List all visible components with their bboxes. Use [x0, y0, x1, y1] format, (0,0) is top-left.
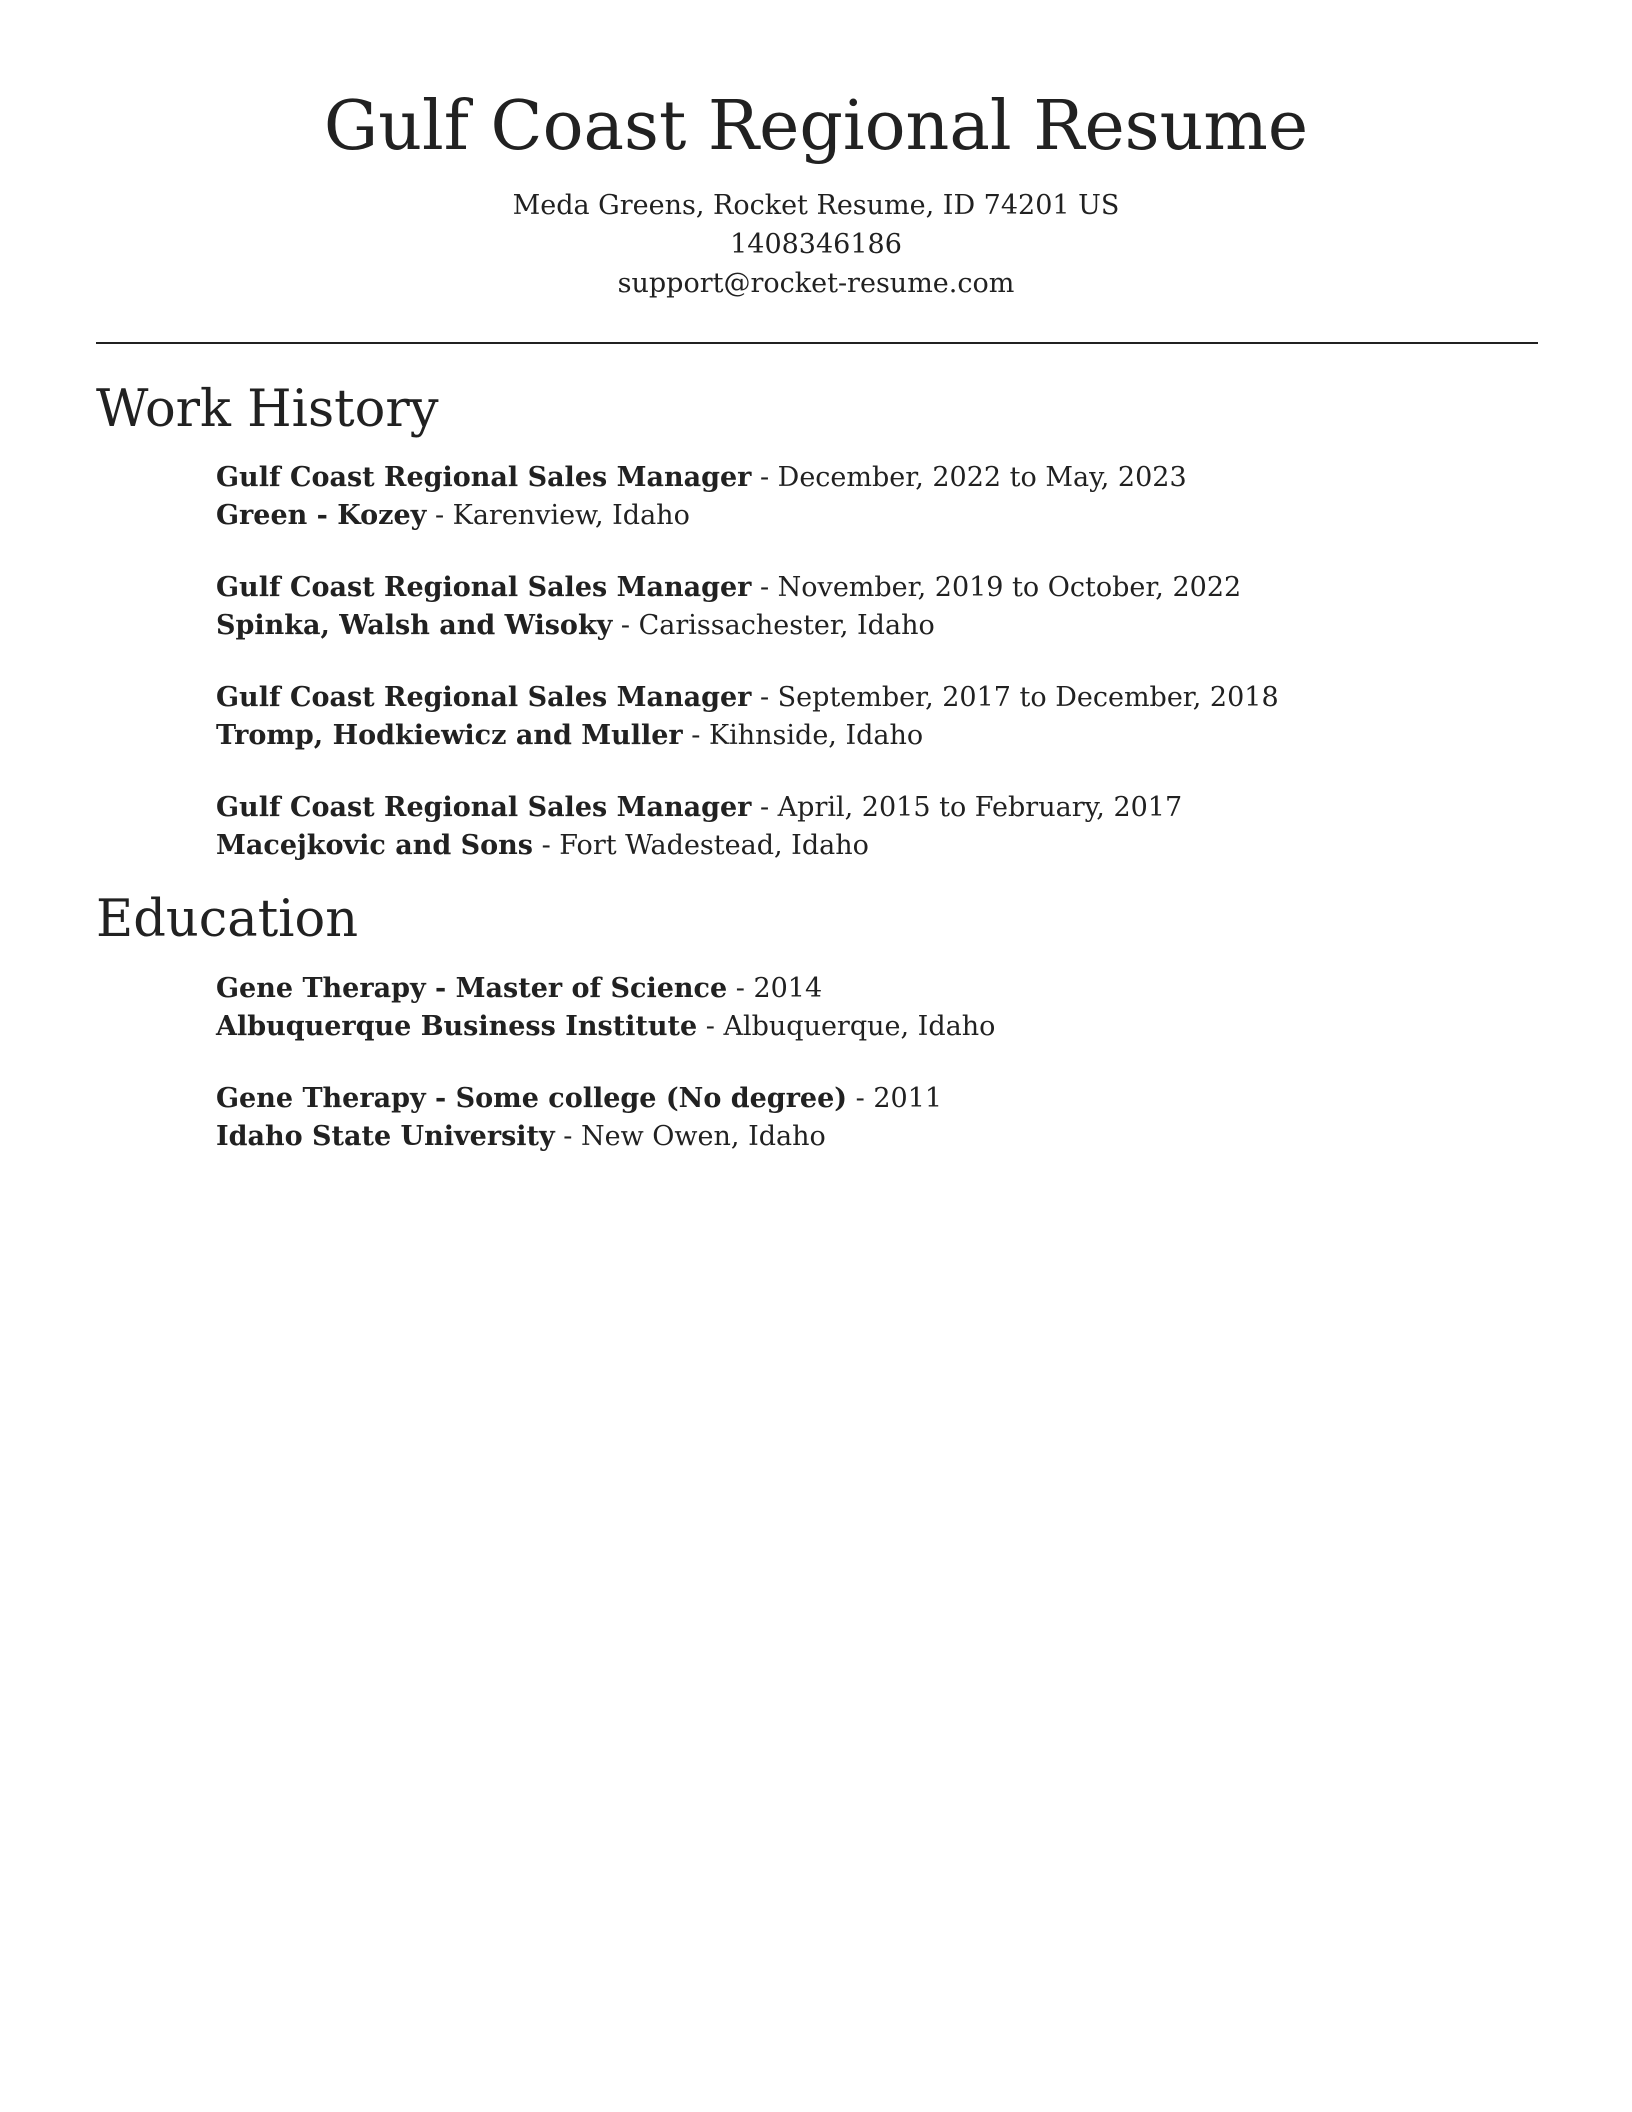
degree-year: - 2011	[847, 1083, 943, 1114]
contact-info	[0, 186, 1632, 303]
company-location: - Karenview, Idaho	[426, 500, 690, 531]
school-location: - Albuquerque, Idaho	[697, 1011, 996, 1042]
work-entry-title-line	[216, 679, 1516, 717]
work-history-list	[216, 459, 1516, 899]
job-title: Gulf Coast Regional Sales Manager	[216, 462, 752, 493]
company-location: - Carissachester, Idaho	[612, 610, 935, 641]
work-history-heading: Work History	[96, 380, 439, 439]
work-entry	[216, 569, 1516, 679]
job-dates: - December, 2022 to May, 2023	[751, 462, 1187, 493]
company-location: - Fort Wadestead, Idaho	[533, 830, 869, 861]
job-title: Gulf Coast Regional Sales Manager	[216, 572, 752, 603]
resume-title: Gulf Coast Regional Resume	[323, 87, 1309, 166]
work-entry-title-line	[216, 459, 1516, 497]
education-entry-school-line	[216, 1118, 1516, 1156]
degree-field: Gene Therapy - Some college (No degree)	[216, 1083, 848, 1114]
company-name: Spinka, Walsh and Wisoky	[216, 610, 613, 641]
job-dates: - April, 2015 to February, 2017	[751, 792, 1183, 823]
job-title: Gulf Coast Regional Sales Manager	[216, 792, 752, 823]
work-entry-company-line	[216, 607, 1516, 645]
education-entry	[216, 970, 1516, 1080]
company-location: - Kihnside, Idaho	[682, 720, 924, 751]
education-entry	[216, 1080, 1516, 1190]
degree-year: - 2014	[727, 973, 823, 1004]
header-divider	[96, 342, 1538, 344]
contact-email: support@rocket-resume.com	[617, 268, 1015, 299]
job-dates: - November, 2019 to October, 2022	[751, 572, 1242, 603]
job-title: Gulf Coast Regional Sales Manager	[216, 682, 752, 713]
contact-address: Meda Greens, Rocket Resume, ID 74201 US	[512, 190, 1120, 221]
school-name: Albuquerque Business Institute	[216, 1011, 698, 1042]
school-location: - New Owen, Idaho	[554, 1121, 826, 1152]
work-entry-title-line	[216, 569, 1516, 607]
resume-header	[0, 84, 1632, 303]
school-name: Idaho State University	[216, 1121, 555, 1152]
contact-phone: 1408346186	[730, 229, 902, 260]
work-entry-company-line	[216, 827, 1516, 865]
work-entry	[216, 459, 1516, 569]
education-entry-school-line	[216, 1008, 1516, 1046]
work-entry	[216, 789, 1516, 899]
education-list	[216, 970, 1516, 1190]
degree-field: Gene Therapy - Master of Science	[216, 973, 728, 1004]
company-name: Green - Kozey	[216, 500, 427, 531]
education-entry-degree-line	[216, 970, 1516, 1008]
education-heading: Education	[96, 890, 359, 949]
education-entry-degree-line	[216, 1080, 1516, 1118]
work-entry	[216, 679, 1516, 789]
job-dates: - September, 2017 to December, 2018	[751, 682, 1279, 713]
work-entry-company-line	[216, 717, 1516, 755]
company-name: Macejkovic and Sons	[216, 830, 534, 861]
work-entry-title-line	[216, 789, 1516, 827]
company-name: Tromp, Hodkiewicz and Muller	[216, 720, 683, 751]
work-entry-company-line	[216, 497, 1516, 535]
